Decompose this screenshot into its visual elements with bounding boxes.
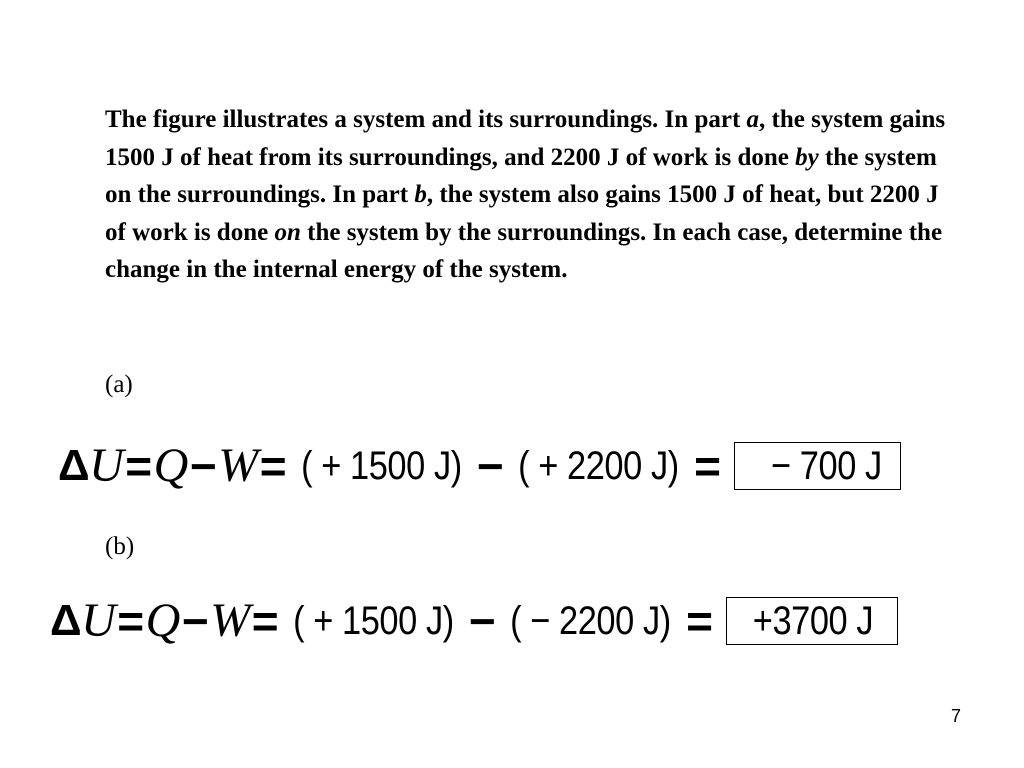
equals-sign: = — [125, 440, 152, 492]
on-emphasis: on — [274, 218, 301, 246]
delta-symbol: Δ — [58, 441, 90, 490]
heat-symbol: Q — [145, 594, 180, 647]
equation-part-b — [50, 594, 898, 647]
page-number: 7 — [951, 706, 962, 726]
answer-box-a — [734, 442, 901, 490]
part-a-label: (a) — [105, 371, 133, 398]
work-symbol: W — [218, 439, 258, 492]
problem-text-5: the system by the surroundings. In each case, determine the change in the internal energy of the system. — [105, 218, 943, 283]
equals-sign: = — [686, 595, 713, 647]
heat-term: ( + 1500 J) — [301, 444, 462, 488]
work-symbol: W — [210, 594, 250, 647]
equals-sign: = — [259, 440, 287, 492]
by-emphasis: by — [795, 143, 819, 171]
problem-text-2: , the system gains 1500 J of heat from its surroundings, and 2200 J of work is done — [105, 106, 946, 171]
heat-term: ( + 1500 J) — [293, 599, 454, 643]
internal-energy-symbol: U — [81, 594, 116, 647]
equals-sign: = — [694, 440, 721, 492]
work-term: ( + 2200 J) — [518, 444, 680, 488]
work-term: ( − 2200 J) — [510, 599, 672, 643]
delta-symbol: Δ — [50, 596, 82, 645]
heat-symbol: Q — [153, 439, 188, 492]
answer-value-a: − 700 J — [770, 444, 882, 488]
problem-statement — [105, 101, 965, 289]
part-a-ref: a — [746, 106, 760, 133]
part-b-label: (b) — [105, 533, 135, 560]
problem-text-1: The figure illustrates a system and its surroundings. In part — [105, 106, 747, 133]
equals-sign: = — [117, 595, 144, 647]
problem-text-4: , the system also gains 1500 J of heat, but 2200 J of work is done — [105, 181, 939, 246]
answer-box-b — [726, 597, 898, 645]
minus-sign: − — [189, 440, 217, 492]
problem-text-3: the system on the surroundings. In part — [105, 143, 937, 208]
answer-value-b: +3700 J — [752, 599, 873, 643]
equation-part-a — [58, 439, 901, 492]
part-b-ref: b — [414, 181, 427, 208]
minus-sign: − — [468, 595, 496, 647]
equals-sign: = — [251, 595, 279, 647]
minus-sign: − — [181, 595, 209, 647]
internal-energy-symbol: U — [89, 439, 124, 492]
minus-sign: − — [476, 440, 504, 492]
